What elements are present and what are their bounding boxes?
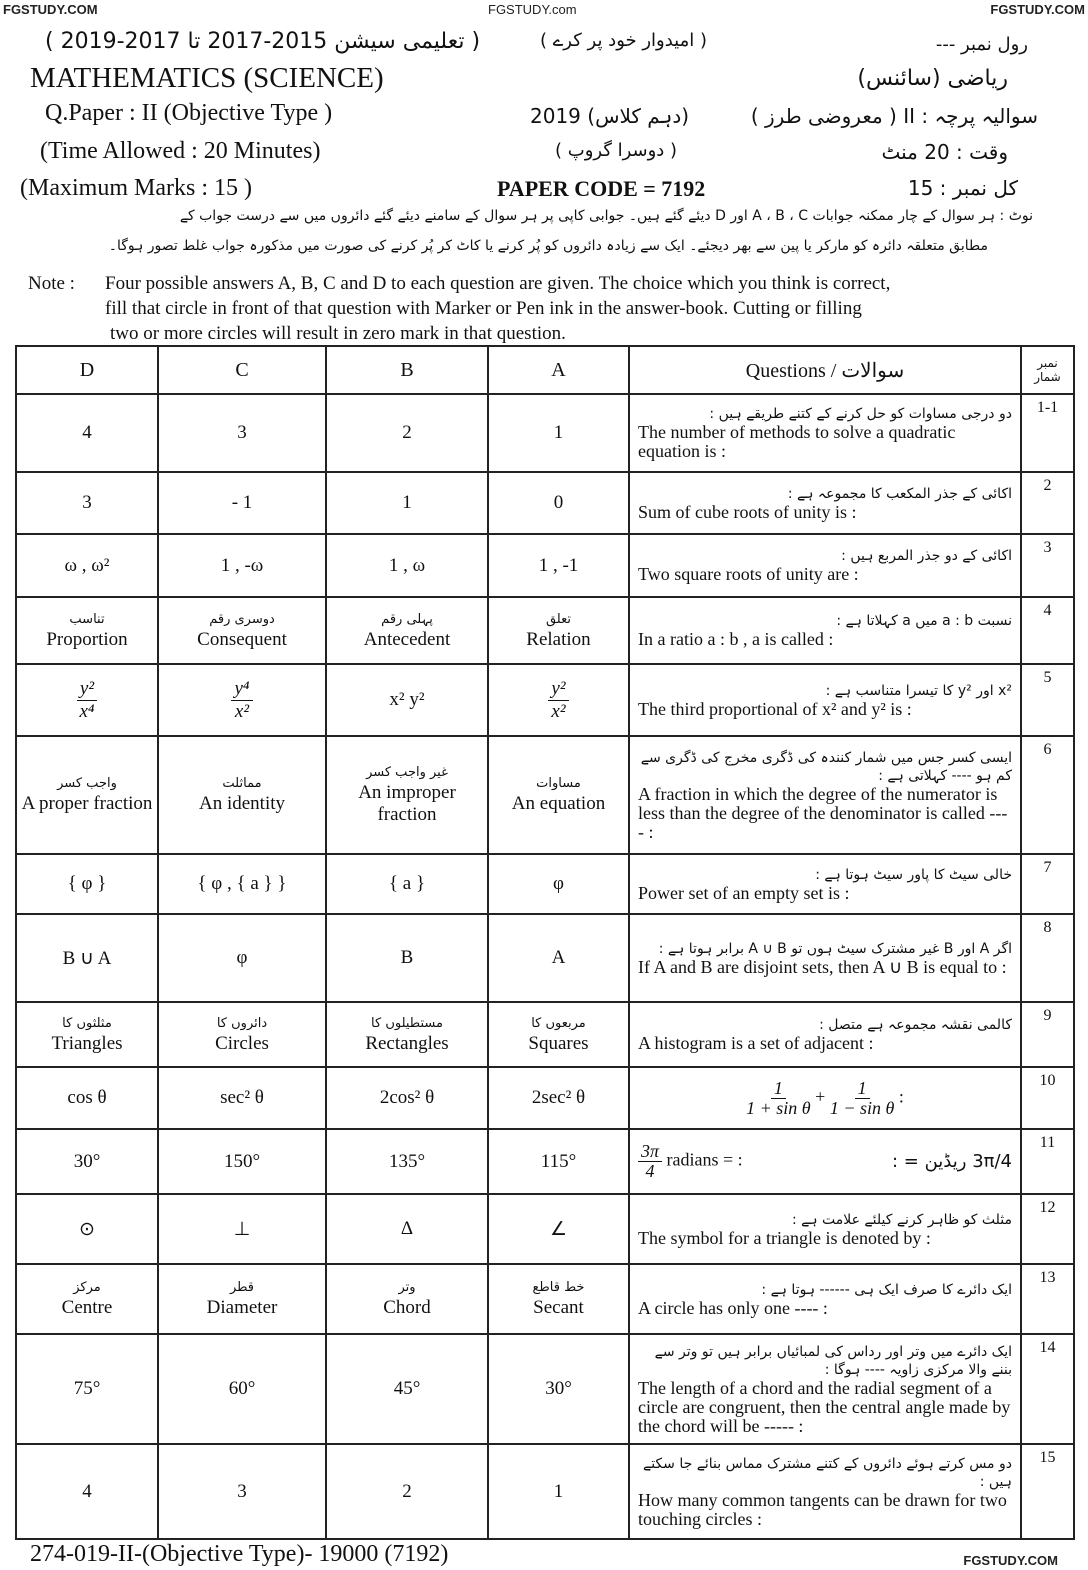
- question-text: [629, 1334, 1021, 1444]
- question-number: 1-1: [1021, 394, 1074, 472]
- option-c-urdu: قطر: [229, 1280, 255, 1295]
- colon: :: [894, 1086, 904, 1107]
- option-b-text: Δ: [400, 1218, 414, 1239]
- question-urdu: کالمی نقشہ مجموعہ ہے متصل :: [819, 1017, 1012, 1033]
- option-a-text: Secant: [533, 1297, 584, 1318]
- question-number: 6: [1021, 736, 1074, 854]
- option-b: [326, 394, 488, 472]
- option-b: [326, 597, 488, 664]
- option-b-text: 1: [402, 492, 412, 513]
- question-urdu: دو مس کرتے ہوئے دائروں کے کتنے مشترک مماس بنائے جا سکتے ہیں :: [642, 1455, 1012, 1490]
- table-row: [16, 914, 1074, 1002]
- option-b-text: Rectangles: [365, 1032, 449, 1054]
- table-row: [16, 854, 1074, 914]
- fraction: [638, 1142, 662, 1181]
- group: ( دوسرا گروپ ): [555, 140, 678, 161]
- denominator: 1 + sin θ: [746, 1097, 811, 1118]
- question-text: [629, 534, 1021, 597]
- roll-number-label: رول نمبر ---: [935, 34, 1028, 55]
- question-number: 3: [1021, 534, 1074, 597]
- option-c: [158, 534, 326, 597]
- question-urdu: ایک دائرے کا صرف ایک ہی ------ ہوتا ہے :: [761, 1281, 1012, 1298]
- option-c-urdu: مماثلت: [222, 776, 262, 791]
- maximum-marks-urdu: کل نمبر : 15: [907, 176, 1018, 200]
- table-row: [16, 664, 1074, 736]
- option-c-urdu: دوسری رقم: [209, 611, 275, 627]
- option-c: [158, 664, 326, 736]
- header-option-a: A: [488, 346, 629, 394]
- question-number: 13: [1021, 1264, 1074, 1334]
- option-d-text: ⊙: [79, 1218, 95, 1240]
- table-row: [16, 1264, 1074, 1334]
- denominator: 1 − sin θ: [829, 1097, 895, 1118]
- question-number: 15: [1021, 1444, 1074, 1539]
- option-d-text: { φ }: [67, 873, 107, 894]
- numerator: y⁴: [231, 678, 252, 701]
- option-d: [16, 736, 158, 854]
- option-d: [16, 534, 158, 597]
- question-text: [629, 1002, 1021, 1067]
- option-d-urdu: تناسب: [69, 611, 105, 627]
- class-year: (دہم کلاس) 2019: [530, 104, 690, 128]
- table-row: [16, 597, 1074, 664]
- option-d-text: 4: [82, 422, 92, 443]
- question-text: [629, 854, 1021, 914]
- option-d: [16, 1129, 158, 1194]
- option-d: [16, 597, 158, 664]
- option-b-text: 2cos² θ: [379, 1087, 435, 1108]
- table-row: [16, 472, 1074, 534]
- option-c-text: φ: [236, 947, 248, 968]
- fraction: [548, 678, 568, 723]
- question-text: [629, 1129, 1021, 1194]
- option-a: [488, 854, 629, 914]
- table-row: [16, 1129, 1074, 1194]
- table-row: [16, 1002, 1074, 1067]
- option-c: [158, 1129, 326, 1194]
- question-en-text: radians = :: [662, 1149, 743, 1170]
- paper-type: Q.Paper : II (Objective Type ): [45, 100, 333, 126]
- option-b: [326, 1129, 488, 1194]
- question-urdu: ایسی کسر جس میں شمار کنندہ کی ڈگری مخرج کی ڈگری سے کم ہو ---- کہلاتی ہے :: [640, 749, 1012, 784]
- option-a: [488, 597, 629, 664]
- option-a: [488, 664, 629, 736]
- note-line-3: two or more circles will result in zero mark in that question.: [110, 323, 566, 344]
- question-number: 12: [1021, 1194, 1074, 1264]
- option-a: [488, 1444, 629, 1539]
- watermark: FGSTUDY.COM: [3, 2, 98, 17]
- option-c: [158, 394, 326, 472]
- option-d-text: Triangles: [51, 1032, 123, 1054]
- question-english: A circle has only one ---- :: [638, 1297, 828, 1318]
- option-d-urdu: مثلثوں کا: [62, 1015, 112, 1031]
- option-b: [326, 854, 488, 914]
- paper-type-urdu: سوالیہ پرچہ : II ( معروضی طرز ): [750, 104, 1038, 128]
- option-b: [326, 914, 488, 1002]
- footer-code: 274-019-II-(Objective Type)- 19000 (7192): [30, 1541, 449, 1567]
- option-b: [326, 472, 488, 534]
- question-english: The number of methods to solve a quadratic equation is :: [638, 422, 956, 461]
- option-c: [158, 1264, 326, 1334]
- question-number: 11: [1021, 1129, 1074, 1194]
- question-text: [629, 736, 1021, 854]
- option-c: [158, 472, 326, 534]
- option-a-urdu: خط قاطع: [532, 1280, 585, 1295]
- numerator: y²: [548, 678, 568, 701]
- option-b: [326, 1334, 488, 1444]
- option-a-text: φ: [553, 873, 564, 894]
- option-d-text: 75°: [73, 1378, 101, 1399]
- option-a: [488, 1129, 629, 1194]
- table-row: [16, 534, 1074, 597]
- question-english: The symbol for a triangle is denoted by :: [638, 1227, 931, 1248]
- table-row: [16, 394, 1074, 472]
- question-number: 10: [1021, 1067, 1074, 1129]
- option-b-urdu: مستطیلوں کا: [371, 1015, 443, 1031]
- note-urdu-line-2: مطابق متعلقہ دائرہ کو مارکر یا پین سے بھر دیجئے۔ ایک سے زیادہ دائروں کو پُر کرنے یا کاٹ کر پُر کرنے کی صورت میں مذکورہ جواب غلط تصور ہوگا۔: [108, 238, 988, 254]
- note-line-2: fill that circle in front of that question with Marker or Pen ink in the answer-book. Cutting or filling: [105, 298, 862, 319]
- option-d: [16, 1194, 158, 1264]
- question-text: [629, 472, 1021, 534]
- option-d-text: cos θ: [67, 1087, 107, 1108]
- option-b-text: Antecedent: [363, 628, 451, 650]
- operator: +: [810, 1086, 830, 1107]
- option-b: [326, 1194, 488, 1264]
- option-a-text: ∠: [549, 1218, 568, 1240]
- question-text: [629, 664, 1021, 736]
- option-b-text: 135°: [388, 1150, 426, 1172]
- question-english: Two square roots of unity are :: [638, 564, 859, 584]
- option-a: [488, 472, 629, 534]
- table-and-footer: [15, 345, 1073, 1568]
- option-b-urdu: وتر: [398, 1280, 416, 1295]
- option-a-text: 115°: [540, 1150, 577, 1172]
- question-number: 14: [1021, 1334, 1074, 1444]
- candidate-note: ( امیدوار خود پر کرے ): [540, 30, 707, 51]
- option-b: [326, 1264, 488, 1334]
- option-c: [158, 597, 326, 664]
- time-allowed: (Time Allowed : 20 Minutes): [40, 138, 321, 164]
- question-urdu: مثلث کو ظاہر کرنے کیلئے علامت ہے :: [791, 1211, 1012, 1228]
- option-d: [16, 1334, 158, 1444]
- subject-title: MATHEMATICS (SCIENCE): [30, 62, 384, 94]
- option-a-urdu: تعلق: [545, 611, 572, 627]
- option-a: [488, 736, 629, 854]
- table-header-row: [16, 346, 1074, 394]
- option-b: [326, 1067, 488, 1129]
- question-text: [629, 394, 1021, 472]
- footer: [15, 1541, 1073, 1568]
- option-b-urdu: پہلی رقم: [381, 611, 433, 627]
- option-a: [488, 394, 629, 472]
- header-option-b: B: [326, 346, 488, 394]
- question-text: [629, 1444, 1021, 1539]
- question-english: A fraction in which the degree of the numerator is less than the degree of the denominator is called ---- :: [638, 783, 1008, 842]
- question-english: Power set of an empty set is :: [638, 882, 850, 903]
- watermark: FGSTUDY.COM: [963, 1553, 1058, 1568]
- option-c-text: Diameter: [206, 1297, 278, 1318]
- option-b-text: x² y²: [389, 689, 425, 710]
- option-c: [158, 736, 326, 854]
- option-a: [488, 534, 629, 597]
- question-urdu: اکائی کے دو جذر المربع ہیں :: [841, 548, 1012, 564]
- option-a-text: Squares: [528, 1032, 589, 1054]
- option-d-text: Centre: [61, 1297, 113, 1318]
- option-c-text: Circles: [215, 1032, 269, 1054]
- option-d: [16, 854, 158, 914]
- question-line: [638, 1142, 1012, 1181]
- question-urdu: 3π/4 ریڈین = :: [892, 1151, 1012, 1172]
- table-row: [16, 1067, 1074, 1129]
- option-d-text: 4: [82, 1480, 92, 1502]
- header-option-c: C: [158, 346, 326, 394]
- numerator: 3π: [638, 1142, 662, 1162]
- option-c: [158, 1002, 326, 1067]
- question-urdu: ایک دائرے میں وتر اور رداس کی لمبائیاں برابر ہیں تو وتر سے بننے والا مرکزی زاویہ ---- ہوگا :: [654, 1343, 1012, 1378]
- option-a-text: Relation: [526, 628, 591, 650]
- option-b: [326, 736, 488, 854]
- option-d: [16, 394, 158, 472]
- question-en: [638, 1142, 743, 1181]
- option-a: [488, 914, 629, 1002]
- session-text: ( تعلیمی سیشن 2015-2017 تا 2017-2019 ): [45, 29, 481, 54]
- denominator: x²: [234, 700, 250, 722]
- option-a: [488, 1334, 629, 1444]
- option-a-text: A: [551, 947, 566, 968]
- question-english: How many common tangents can be drawn for two touching circles :: [638, 1489, 1007, 1529]
- option-d-text: 30°: [73, 1150, 101, 1172]
- option-c-text: 150°: [223, 1150, 261, 1172]
- question-english: If A and B are disjoint sets, then A ∪ B is equal to :: [638, 956, 1007, 977]
- questions-table: [15, 345, 1075, 1540]
- option-b-text: 45°: [393, 1378, 421, 1399]
- option-c: [158, 854, 326, 914]
- option-c: [158, 1194, 326, 1264]
- denominator: x⁴: [79, 700, 95, 722]
- question-urdu: نسبت a : b میں a کہلاتا ہے :: [836, 613, 1012, 629]
- option-c-text: 3: [237, 422, 247, 443]
- note-urdu-line-1: نوٹ : ہر سوال کے چار ممکنہ جوابات A ، B ، C اور D دیئے گئے ہیں۔ جوابی کاپی پر ہر سوال کے سامنے دیئے گئے دائروں میں سے درست جواب کے: [179, 208, 1033, 224]
- option-c-text: - 1: [231, 492, 253, 513]
- option-c-text: 3: [237, 1480, 247, 1502]
- option-d-text: B ∪ A: [62, 947, 112, 969]
- option-d: [16, 664, 158, 736]
- question-urdu: x² اور y² کا تیسرا متناسب ہے :: [825, 682, 1012, 699]
- option-c-text: { φ , { a } }: [197, 873, 287, 894]
- numerator: y²: [77, 678, 97, 701]
- option-d-urdu: واجب کسر: [57, 776, 117, 791]
- option-d-text: A proper fraction: [21, 793, 153, 814]
- option-a-urdu: مساوات: [536, 776, 581, 791]
- option-a: [488, 1194, 629, 1264]
- option-d: [16, 1067, 158, 1129]
- option-b-text: 2: [402, 1480, 412, 1502]
- option-c: [158, 1334, 326, 1444]
- option-c-text: 1 , -ω: [220, 554, 264, 576]
- question-text: [629, 914, 1021, 1002]
- option-b-text: 1 , ω: [388, 554, 426, 576]
- header-number: نمبر شمار: [1021, 346, 1074, 394]
- option-a: [488, 1067, 629, 1129]
- option-c-text: ⊥: [233, 1218, 251, 1240]
- question-text: [629, 1264, 1021, 1334]
- paper-code: PAPER CODE = 7192: [497, 176, 706, 201]
- option-d-urdu: مرکز: [73, 1280, 101, 1295]
- question-number: 7: [1021, 854, 1074, 914]
- note-line-1: Four possible answers A, B, C and D to each question are given. The choice which you think is correct,: [105, 273, 891, 294]
- watermark: FGSTUDY.com: [488, 2, 577, 17]
- fraction: [746, 1079, 811, 1118]
- question-number: 9: [1021, 1002, 1074, 1067]
- option-a-text: 30°: [545, 1378, 572, 1399]
- option-a-text: An equation: [511, 793, 606, 814]
- header-questions: Questions / سوالات: [629, 346, 1021, 394]
- table-row: [16, 1334, 1074, 1444]
- note-label: Note :: [28, 273, 75, 294]
- question-urdu: دو درجی مساوات کو حل کرنے کے کتنے طریقے ہیں :: [709, 406, 1012, 422]
- option-c-text: sec² θ: [220, 1087, 264, 1108]
- option-c: [158, 1067, 326, 1129]
- option-a-text: 2sec² θ: [531, 1087, 586, 1108]
- option-a-text: 1 , -1: [538, 554, 579, 576]
- option-b-text: B: [400, 947, 414, 968]
- subject-title-urdu: ریاضی (سائنس): [857, 66, 1008, 91]
- option-b-text: 2: [402, 422, 412, 443]
- session: [45, 28, 480, 54]
- header-option-d: D: [16, 346, 158, 394]
- option-d-text: 3: [82, 492, 92, 513]
- question-number: 4: [1021, 597, 1074, 664]
- option-d: [16, 472, 158, 534]
- question-number: 2: [1021, 472, 1074, 534]
- question-urdu: خالی سیٹ کا پاور سیٹ ہوتا ہے :: [815, 866, 1012, 883]
- numerator: 1: [771, 1079, 786, 1099]
- option-a: [488, 1002, 629, 1067]
- option-d-text: Proportion: [46, 628, 128, 650]
- option-d: [16, 1002, 158, 1067]
- question-urdu: اکائی کے جذر المکعب کا مجموعہ ہے :: [787, 485, 1012, 502]
- watermark: FGSTUDY.COM: [990, 2, 1085, 17]
- question-text: [629, 597, 1021, 664]
- fraction: [830, 1079, 895, 1118]
- question-english: The length of a chord and the radial segment of a circle are congruent, then the central angle made by the chord will be ----- :: [638, 1377, 1011, 1436]
- option-c: [158, 1444, 326, 1539]
- option-c-text: Consequent: [197, 628, 287, 650]
- option-b: [326, 1444, 488, 1539]
- question-urdu: اگر A اور B غیر مشترک سیٹ ہوں تو A ∪ B برابر ہوتا ہے :: [658, 940, 1012, 957]
- question-text: [629, 1067, 1021, 1129]
- option-d: [16, 1264, 158, 1334]
- time-allowed-urdu: وقت : 20 منٹ: [881, 140, 1008, 164]
- table-row: [16, 1444, 1074, 1539]
- option-b: [326, 664, 488, 736]
- option-c: [158, 914, 326, 1002]
- option-a-text: 0: [553, 492, 564, 513]
- question-english: The third proportional of x² and y² is :: [638, 698, 912, 719]
- option-d-text: ω , ω²: [64, 554, 110, 576]
- option-d: [16, 914, 158, 1002]
- option-b: [326, 1002, 488, 1067]
- fraction: [231, 678, 252, 723]
- option-c-text: An identity: [198, 793, 286, 814]
- option-c-text: 60°: [228, 1378, 256, 1399]
- table-row: [16, 1194, 1074, 1264]
- question-text: [629, 1194, 1021, 1264]
- question-number: 8: [1021, 914, 1074, 1002]
- fraction: [77, 678, 97, 723]
- question-english: Sum of cube roots of unity is :: [638, 501, 857, 522]
- option-d: [16, 1444, 158, 1539]
- option-b: [326, 534, 488, 597]
- option-b-text: { a }: [388, 873, 426, 894]
- table-row: [16, 736, 1074, 854]
- option-b-text: Chord: [383, 1297, 431, 1318]
- question-english: A histogram is a set of adjacent :: [638, 1033, 874, 1053]
- denominator: x²: [551, 700, 566, 722]
- denominator: 4: [645, 1161, 655, 1181]
- maximum-marks: (Maximum Marks : 15 ): [20, 175, 252, 201]
- option-c-urdu: دائروں کا: [216, 1015, 268, 1031]
- question-number: 5: [1021, 664, 1074, 736]
- option-b-text: An improper fraction: [358, 782, 456, 825]
- option-a-text: 1: [553, 1480, 564, 1502]
- option-a: [488, 1264, 629, 1334]
- option-a-urdu: مربعوں کا: [531, 1015, 586, 1031]
- option-b-urdu: غیر واجب کسر: [366, 765, 448, 780]
- question-english: In a ratio a : b , a is called :: [638, 629, 834, 649]
- numerator: 1: [855, 1079, 870, 1099]
- option-a-text: 1: [553, 422, 564, 443]
